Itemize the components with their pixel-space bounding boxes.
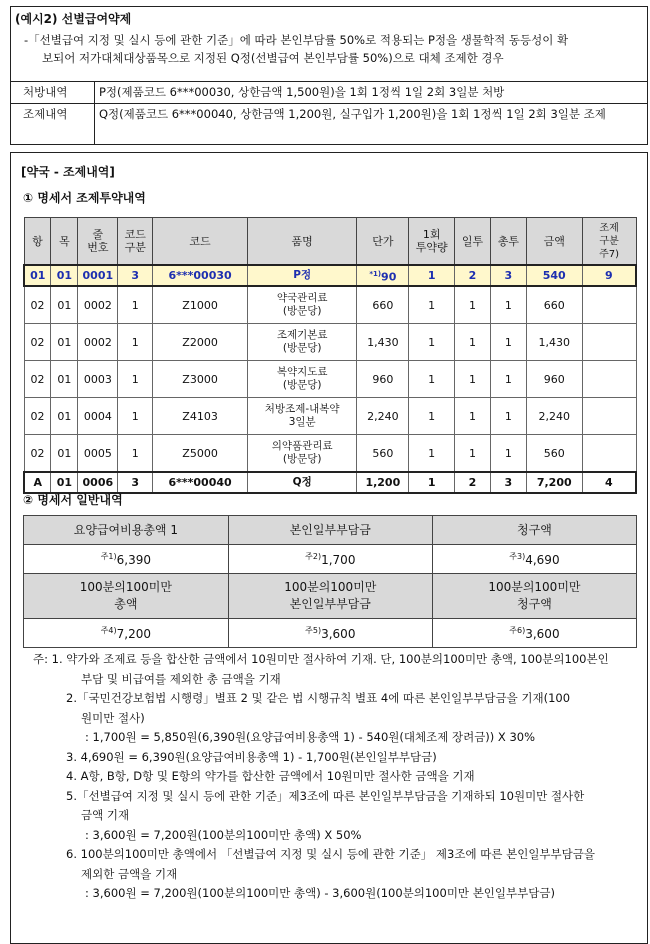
- table-cell: 0001: [78, 265, 118, 286]
- table-cell: 02: [24, 361, 51, 398]
- summary-header-cell: 요양급여비용총액 1: [24, 516, 229, 545]
- summary-value: 3,600: [525, 627, 560, 641]
- subsection-2-title: ② 명세서 일반내역: [23, 493, 123, 507]
- footnote-line: : 3,600원 = 7,200원(100분의100미만 총액) X 50%: [85, 827, 362, 842]
- summary-value-row-1: [24, 545, 637, 574]
- table-cell: 1: [409, 472, 455, 493]
- table-row: [24, 472, 636, 493]
- table-cell: 1: [409, 265, 455, 286]
- dispensing-detail-table: [23, 217, 637, 494]
- summary-value-cell: [228, 619, 432, 648]
- table-cell: 2,240: [357, 398, 409, 435]
- table-cell: 560: [357, 435, 409, 473]
- table-cell: 660: [357, 286, 409, 324]
- footnote-line: 제외한 금액을 기재: [81, 866, 178, 881]
- prescription-label: 처방내역: [11, 82, 95, 103]
- table-row: [24, 398, 636, 435]
- footnote-line: : 3,600원 = 7,200원(100분의100미만 총액) - 3,600원(100분의100미만 본인일부부담금): [85, 886, 555, 900]
- table-cell: 1: [118, 286, 153, 324]
- column-header: 항: [24, 218, 51, 266]
- footnotes: [33, 650, 643, 904]
- table-cell: 01: [51, 361, 78, 398]
- table-cell: 1,430: [526, 324, 582, 361]
- table-cell: 1: [409, 324, 455, 361]
- table-cell: 1: [409, 435, 455, 473]
- summary-header-cell: 100분의100미만 청구액: [432, 574, 636, 619]
- table-cell: 1: [455, 435, 491, 473]
- summary-header-row-1: [24, 516, 637, 545]
- table-cell: 660: [526, 286, 582, 324]
- footnote-marker: 주3): [509, 552, 526, 561]
- table-cell: [582, 435, 636, 473]
- dispensing-row: [11, 104, 647, 144]
- table-cell: 3: [490, 472, 526, 493]
- table-cell: Z1000: [153, 286, 248, 324]
- table-cell: 1: [409, 361, 455, 398]
- table-cell: 560: [526, 435, 582, 473]
- column-header: 단가: [357, 218, 409, 266]
- summary-header-row-2: [24, 574, 637, 619]
- summary-value-row-2: [24, 619, 637, 648]
- table-cell: [582, 324, 636, 361]
- example-title: (예시2) 선별급여약제: [15, 12, 132, 26]
- dispensing-value: Q정(제품코드 6***00040, 상한금액 1,200원, 실구입가 1,200원)을 1회 1정씩 1일 2회 3일분 조제: [99, 107, 606, 121]
- column-header: 코드: [153, 218, 248, 266]
- table-cell: 0005: [78, 435, 118, 473]
- general-detail-table: [23, 515, 637, 648]
- table-header-row: [24, 218, 636, 266]
- table-cell: 3: [490, 265, 526, 286]
- table-cell: 01: [51, 265, 78, 286]
- summary-header-cell: 본인일부부담금: [228, 516, 432, 545]
- table-row: [24, 361, 636, 398]
- table-cell: Z2000: [153, 324, 248, 361]
- table-cell: Q정: [247, 472, 356, 493]
- table-cell: 4: [582, 472, 636, 493]
- table-cell: 1,200: [357, 472, 409, 493]
- dispensing-label: 조제내역: [11, 104, 95, 144]
- table-cell: 9: [582, 265, 636, 286]
- table-cell: 3: [118, 265, 153, 286]
- example-desc-line2: 보되어 저가대체대상품목으로 지정된 Q정(선별급여 본인부담률 50%)으로 대체 조제한 경우: [42, 51, 504, 65]
- column-header: 일투: [455, 218, 491, 266]
- table-row: [24, 324, 636, 361]
- table-cell: $^{*1)}$90: [357, 265, 409, 286]
- table-cell: 02: [24, 324, 51, 361]
- summary-value-cell: [432, 619, 636, 648]
- table-row: [24, 286, 636, 324]
- table-cell: 1: [490, 286, 526, 324]
- table-cell: 7,200: [526, 472, 582, 493]
- footnote-line: 주: 1. 약가와 조제료 등을 합산한 금액에서 10원미만 절사하여 기재. 단, 100분의100미만 총액, 100분의100본인: [33, 652, 609, 666]
- table-cell: 1: [455, 324, 491, 361]
- table-cell: Z4103: [153, 398, 248, 435]
- column-header: 1회 투약량: [409, 218, 455, 266]
- table-cell: 0002: [78, 324, 118, 361]
- table-cell: 02: [24, 286, 51, 324]
- table-cell: 1: [490, 435, 526, 473]
- table-cell: 약국관리료 (방문당): [247, 286, 356, 324]
- table-cell: 01: [51, 286, 78, 324]
- footnote-line: 5.「선별급여 지정 및 실시 등에 관한 기준」제3조에 따른 본인일부부담금을 기재하되 10원미만 절사한: [66, 788, 585, 803]
- column-header: 코드 구분: [118, 218, 153, 266]
- table-row: [24, 265, 636, 286]
- footnote-marker: 주4): [100, 626, 117, 635]
- summary-value: 3,600: [321, 627, 356, 641]
- table-cell: 01: [51, 472, 78, 493]
- table-cell: 1,430: [357, 324, 409, 361]
- summary-header-cell: 100분의100미만 총액: [24, 574, 229, 619]
- table-cell: 540: [526, 265, 582, 286]
- example-desc-line1: -「선별급여 지정 및 실시 등에 관한 기준」에 따라 본인부담률 50%로 적용되는 P정을 생물학적 동등성이 확: [24, 33, 569, 47]
- table-cell: 1: [490, 398, 526, 435]
- table-cell: 1: [118, 324, 153, 361]
- prescription-row: [11, 82, 647, 104]
- summary-value-cell: [24, 619, 229, 648]
- footnote-line: 2.「국민건강보험법 시행령」별표 2 및 같은 법 시행규칙 별표 4에 따른 본인일부부담금을 기재(100: [66, 691, 571, 705]
- table-body: [24, 265, 636, 493]
- table-cell: 0006: [78, 472, 118, 493]
- summary-value: 7,200: [116, 627, 152, 641]
- table-cell: 2,240: [526, 398, 582, 435]
- table-cell: A: [24, 472, 51, 493]
- prescription-grid: [11, 81, 647, 144]
- column-header: 조제 구분 주7): [582, 218, 636, 266]
- table-cell: 1: [118, 398, 153, 435]
- prescription-value: P정(제품코드 6***00030, 상한금액 1,500원)을 1회 1정씩 1일 2회 3일분 처방: [99, 85, 505, 99]
- table-cell: 1: [409, 398, 455, 435]
- summary-header-cell: 100분의100미만 본인일부부담금: [228, 574, 432, 619]
- table-cell: 복약지도료 (방문당): [247, 361, 356, 398]
- pharmacy-section: [10, 152, 648, 944]
- table-cell: 01: [51, 398, 78, 435]
- table-cell: 6***00030: [153, 265, 248, 286]
- column-header: 목: [51, 218, 78, 266]
- table-cell: [582, 286, 636, 324]
- table-cell: Z5000: [153, 435, 248, 473]
- table-cell: 1: [118, 361, 153, 398]
- summary-header-cell: 청구액: [432, 516, 636, 545]
- table-cell: 960: [357, 361, 409, 398]
- subsection-1-title: ① 명세서 조제투약내역: [23, 191, 146, 205]
- section-title: [약국 - 조제내역]: [21, 165, 115, 179]
- table-cell: Z3000: [153, 361, 248, 398]
- footnote-line: 3. 4,690원 = 6,390원(요양급여비용총액 1) - 1,700원(본인일부부담금): [66, 749, 437, 764]
- column-header: 총투: [490, 218, 526, 266]
- table-cell: P정: [247, 265, 356, 286]
- example-box: [10, 6, 648, 145]
- table-cell: 02: [24, 398, 51, 435]
- summary-value-cell: [24, 545, 229, 574]
- table-cell: [582, 398, 636, 435]
- footnote-marker: 주6): [509, 626, 526, 635]
- table-cell: 0004: [78, 398, 118, 435]
- column-header: 품명: [247, 218, 356, 266]
- summary-value-cell: [228, 545, 432, 574]
- footnote-line: 부담 및 비급여를 제외한 총 금액을 기재: [81, 671, 281, 686]
- footnote-marker: 주5): [305, 626, 322, 635]
- table-cell: 0003: [78, 361, 118, 398]
- table-cell: 6***00040: [153, 472, 248, 493]
- table-cell: 의약품관리료 (방문당): [247, 435, 356, 473]
- table-cell: 1: [455, 286, 491, 324]
- footnote-marker: 주1): [100, 552, 117, 561]
- table-cell: [582, 361, 636, 398]
- summary-value: 1,700: [321, 553, 356, 567]
- table-cell: 01: [51, 435, 78, 473]
- summary-value: 6,390: [116, 553, 152, 567]
- table-cell: 1: [409, 286, 455, 324]
- table-cell: 02: [24, 435, 51, 473]
- table-cell: 2: [455, 265, 491, 286]
- table-cell: 1: [490, 324, 526, 361]
- column-header: 줄 번호: [78, 218, 118, 266]
- table-cell: 01: [24, 265, 51, 286]
- table-cell: 01: [51, 324, 78, 361]
- table-cell: 0002: [78, 286, 118, 324]
- example-description: [24, 31, 644, 67]
- summary-value: 4,690: [525, 553, 560, 567]
- table-cell: 1: [455, 398, 491, 435]
- summary-value-cell: [432, 545, 636, 574]
- table-cell: 1: [118, 435, 153, 473]
- table-cell: 960: [526, 361, 582, 398]
- footnote-line: 금액 기재: [81, 808, 130, 822]
- table-cell: 조제기본료 (방문당): [247, 324, 356, 361]
- table-cell: 3: [118, 472, 153, 493]
- footnote-marker: 주2): [305, 552, 322, 561]
- footnote-line: 원미만 절사): [81, 710, 145, 725]
- table-cell: 1: [490, 361, 526, 398]
- column-header: 금액: [526, 218, 582, 266]
- footnote-line: 4. A항, B항, D항 및 E항의 약가를 합산한 금액에서 10원미만 절사한 금액을 기재: [66, 769, 475, 783]
- footnote-line: : 1,700원 = 5,850원(6,390원(요양급여비용총액 1) - 540원(대체조제 장려금)) X 30%: [85, 730, 536, 744]
- footnote-line: 6. 100분의100미만 총액에서 「선별급여 지정 및 실시 등에 관한 기준」 제3조에 따른 본인일부부담금을: [66, 847, 595, 861]
- table-row: [24, 435, 636, 473]
- table-cell: 1: [455, 361, 491, 398]
- table-cell: 처방조제-내복약 3일분: [247, 398, 356, 435]
- table-cell: 2: [455, 472, 491, 493]
